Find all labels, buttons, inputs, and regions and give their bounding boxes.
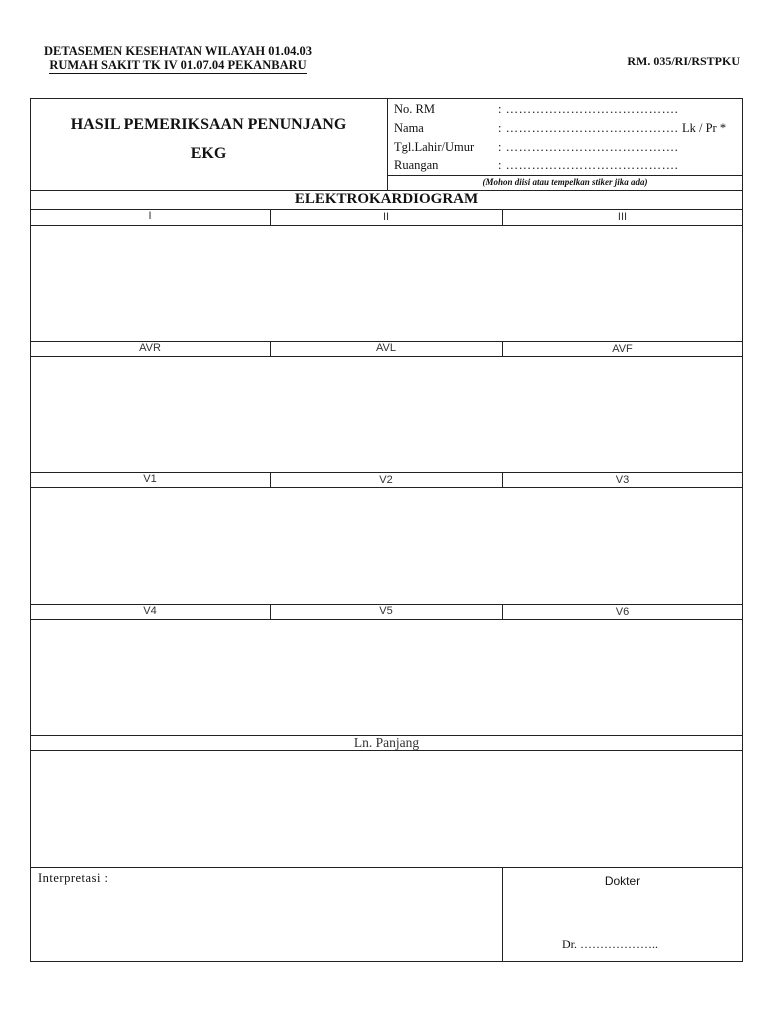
trace-area-row3[interactable] — [31, 488, 742, 603]
tgl-lahir-field[interactable]: : …………………………………. — [498, 140, 679, 154]
lead-label-III: III — [617, 211, 628, 223]
lead-label-V1: V1 — [143, 473, 157, 485]
nama-label: Nama — [394, 121, 424, 135]
lead-label-V3: V3 — [615, 474, 630, 486]
no-rm-label: No. RM — [394, 102, 435, 116]
no-rm-field[interactable]: : …………………………………. — [498, 102, 679, 116]
doctor-signature-line[interactable]: Dr. ……………….. — [562, 937, 658, 951]
lead-label-V4: V4 — [143, 605, 157, 617]
trace-area-row2[interactable] — [31, 357, 742, 471]
fill-note: (Mohon diisi atau tempelkan stiker jika ada) — [482, 177, 648, 187]
sex-option[interactable]: Lk / Pr * — [682, 121, 727, 135]
institution-line-1: DETASEMEN KESEHATAN WILAYAH 01.04.03 — [44, 44, 312, 58]
footer-divider — [30, 867, 743, 868]
interpretasi-label: Interpretasi : — [38, 871, 109, 885]
lead-label-V6: V6 — [615, 606, 630, 618]
lead-label-AVR: AVR — [139, 342, 161, 354]
dokter-label: Dokter — [604, 874, 641, 888]
form-subtitle: EKG — [190, 145, 227, 162]
trace-area-long-lead[interactable] — [31, 751, 742, 866]
lead-label-V5: V5 — [379, 605, 393, 617]
institution-header — [22, 44, 334, 74]
form-title: HASIL PEMERIKSAAN PENUNJANG — [70, 116, 347, 133]
nama-field[interactable]: : …………………………………. — [498, 121, 679, 135]
document-code: RM. 035/RI/RSTPKU — [627, 54, 740, 68]
lead-label-I: I — [148, 210, 152, 222]
lead-label-AVL: AVL — [376, 342, 396, 354]
lead-label-AVF: AVF — [612, 343, 633, 355]
note-divider — [387, 175, 743, 176]
ruangan-label: Ruangan — [394, 158, 439, 172]
lead-label-II: II — [382, 211, 390, 223]
tgl-lahir-label: Tgl.Lahir/Umur — [394, 140, 475, 154]
ekg-section-title: ELEKTROKARDIOGRAM — [294, 191, 479, 207]
ruangan-field[interactable]: : …………………………………. — [498, 158, 679, 172]
trace-area-row4[interactable] — [31, 620, 742, 734]
institution-line-2: RUMAH SAKIT TK IV 01.07.04 PEKANBARU — [49, 58, 307, 72]
long-lead-label: Ln. Panjang — [353, 735, 420, 750]
trace-area-row1[interactable] — [31, 226, 742, 340]
lead-label-V2: V2 — [379, 474, 393, 486]
interpretasi-field[interactable] — [31, 890, 501, 960]
